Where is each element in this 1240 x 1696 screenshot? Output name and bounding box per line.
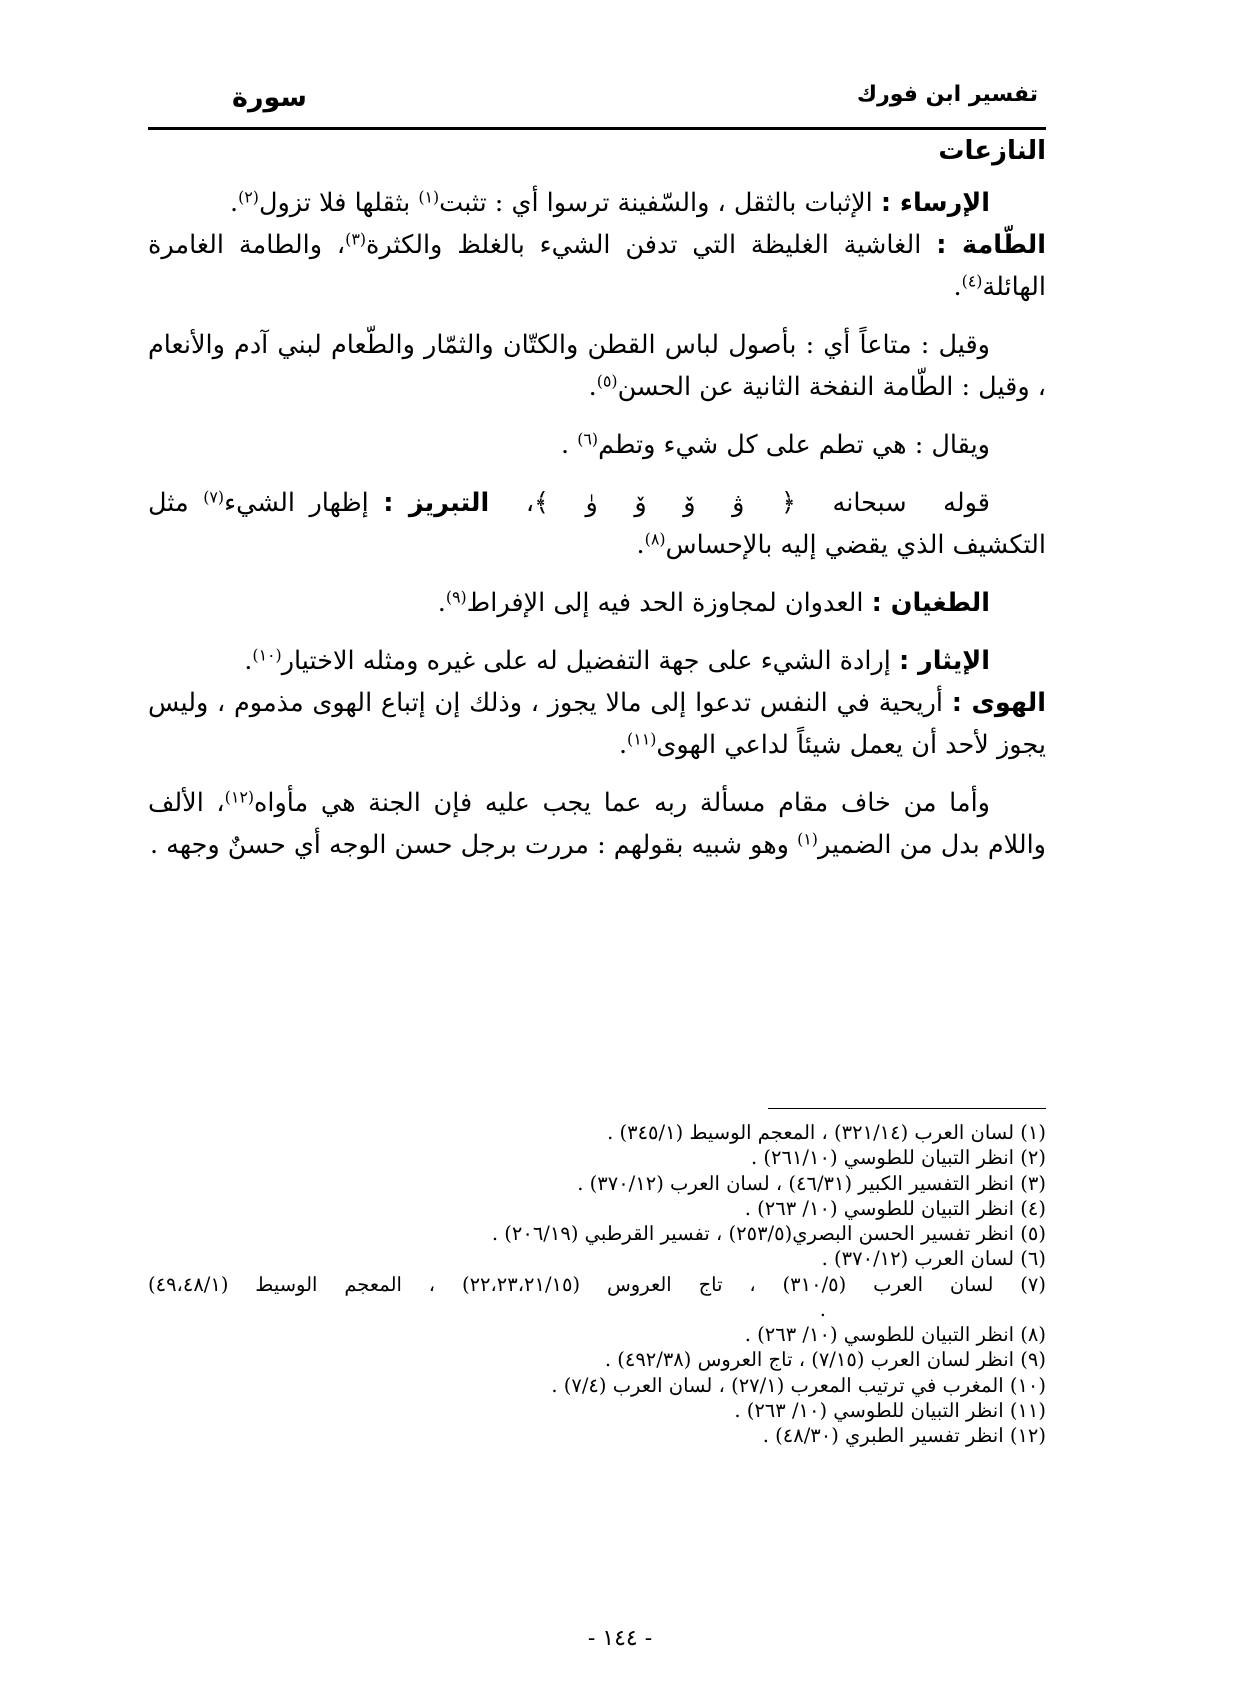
- running-header-section-label: سورة: [232, 82, 307, 113]
- entry-mataa: [148, 324, 1046, 408]
- text-run: .: [953, 272, 962, 302]
- footnote-ref: (١): [797, 829, 818, 849]
- text-run: إرادة الشيء على جهة التفضيل له على غيره ومثله الاختيار: [281, 646, 899, 676]
- footnote-ref: (٤): [961, 271, 983, 291]
- text-run: .: [618, 730, 628, 760]
- text-run: ويقال : هي تطم على كل شيء وتطم: [598, 430, 990, 460]
- text-run: .: [561, 430, 578, 460]
- footnote-separator: [768, 1108, 1046, 1109]
- footnote-ref: (٨): [644, 529, 666, 549]
- footnote-7: (٧) لسان العرب (٣١٠/٥) ، تاج العروس (٢٢،٢٣،٢١/١٥) ، المعجم الوسيط (٤٩،٤٨/١): [148, 1272, 1047, 1296]
- header-rule: [148, 127, 1046, 130]
- surah-heading: النازعات: [938, 136, 1046, 166]
- text-run: .: [244, 646, 253, 676]
- defined-term: الطغيان :: [871, 588, 990, 618]
- footnote-8: (٨) انظر التبيان للطوسي (١٠/ ٢٦٣) .: [744, 1323, 1046, 1347]
- text-run: إظهار الشيء: [224, 488, 384, 518]
- running-header-book-title: تفسير ابن فورك: [856, 82, 1038, 107]
- footnote-9: (٩) انظر لسان العرب (٧/١٥) ، تاج العروس (٤٩٢/٣٨) .: [604, 1348, 1046, 1372]
- footnote-5: (٥) انظر تفسير الحسن البصري(٢٥٣/٥) ، تفسير القرطبي (٢٠٦/١٩) .: [491, 1222, 1046, 1246]
- text-run: .: [636, 530, 645, 560]
- text-run: وهو شبيه بقولهم : مررت برجل حسن الوجه أي حسنٌ وجهه .: [149, 830, 798, 860]
- footnote-ref: (١١): [627, 729, 657, 749]
- text-run: العدوان لمجاوزة الحد فيه إلى الإفراط: [466, 588, 872, 618]
- text-run: .: [229, 188, 239, 218]
- entry-tamma: [148, 224, 1046, 308]
- text-run: .: [588, 372, 597, 402]
- main-text: [148, 182, 1046, 866]
- footnote-12: (١٢) انظر تفسير الطبري (٤٨/٣٠) .: [762, 1424, 1046, 1448]
- footnote-ref: (١٢): [224, 787, 254, 807]
- defined-term: الطّامة :: [936, 230, 1046, 260]
- footnote-6: (٦) لسان العرب (٣٧٠/١٢) .: [821, 1247, 1046, 1271]
- footnote-2: (٢) انظر التبيان للطوسي (٢٦١/١٠) .: [750, 1146, 1046, 1170]
- text-run: .: [437, 588, 446, 618]
- text-run: وأما من خاف مقام مسألة ربه عما يجب عليه فإن الجنة هي مأواه: [254, 788, 990, 818]
- text-run: بثقلها فلا تزول: [258, 188, 419, 218]
- text-run: الغاشية الغليظة التي تدفن الشيء بالغلظ والكثرة: [365, 230, 937, 260]
- footnotes: [148, 1120, 1046, 1449]
- footnote-ref: (٢): [238, 187, 259, 207]
- text-run: الإثبات بالثقل ، والسّفينة ترسوا أي : تثبت: [439, 188, 881, 218]
- text-run: مثل التكشيف الذي يقضي إليه بالإحساس: [148, 488, 1046, 560]
- text-run: ، والطامة الغامرة الهائلة: [148, 230, 1046, 302]
- footnote-ref: (٥): [596, 371, 618, 391]
- footnote-7-continuation: .: [819, 1298, 826, 1322]
- footnote-ref: (٩): [445, 587, 467, 607]
- entry-yuqal: [148, 424, 1046, 466]
- text-run: وقيل : متاعاً أي : بأصول لباس القطن والكتّان والثمّار والطّعام لبني آدم والأنعام ، وقيل : الطّامة النفخة الثانية عن الحسن: [148, 330, 1046, 402]
- entry-tabriz: [148, 482, 1046, 566]
- entry-hawa: [148, 682, 1046, 766]
- entry-ithar: [148, 640, 1046, 682]
- page-number: - ١٤٤ -: [587, 1626, 653, 1651]
- entry-amma: [148, 782, 1046, 866]
- footnote-ref: (٧): [203, 487, 225, 507]
- footnote-ref: (٦): [577, 429, 599, 449]
- footnote-3: (٣) انظر التفسير الكبير (٤٦/٣١) ، لسان العرب (٣٧٠/١٢) .: [577, 1171, 1046, 1195]
- defined-term: الهوى :: [951, 688, 1046, 718]
- footnote-ref: (١): [418, 187, 440, 207]
- footnote-1: (١) لسان العرب (٣٢١/١٤) ، المعجم الوسيط (٣٤٥/١) .: [607, 1121, 1046, 1144]
- defined-term: الإرساء :: [880, 188, 990, 218]
- footnote-4: (٤) انظر التبيان للطوسي (١٠/ ٢٦٣) .: [744, 1196, 1046, 1220]
- text-run: أريحية في النفس تدعوا إلى مالا يجوز ، وذلك إن إتباع الهوى مذموم ، وليس يجوز لأحد أن يعمل شيئاً لداعي الهوى: [148, 688, 1046, 760]
- footnote-10: (١٠) المغرب في ترتيب المعرب (٢٧/١) ، لسان العرب (٧/٤) .: [551, 1373, 1046, 1397]
- defined-term: التبريز :: [383, 488, 490, 518]
- text-run: ، الألف واللام بدل من الضمير: [148, 788, 1046, 860]
- defined-term: الإيثار :: [898, 646, 990, 676]
- footnote-ref: (١٠): [252, 645, 282, 665]
- footnote-ref: (٣): [345, 229, 366, 249]
- entry-irsaa: [148, 182, 1046, 224]
- entry-tughyan: [148, 582, 1046, 624]
- footnote-11: (١١) انظر التبيان للطوسي (١٠/ ٢٦٣) .: [734, 1398, 1046, 1422]
- text-run: قوله سبحانه ﴿ ۋ ۆ ۆ ۈ ﴾،: [489, 488, 990, 518]
